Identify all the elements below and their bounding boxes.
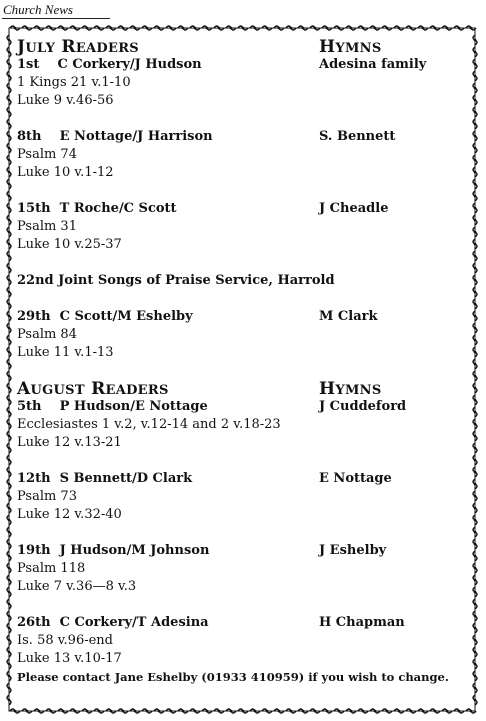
reading-entry: 29th C Scott/M Eshelby M Clark (17, 309, 378, 324)
reading-text: Luke 7 v.36—8 v.3 (17, 579, 137, 594)
reading-text: Luke 10 v.1-12 (17, 165, 114, 180)
reading-entry: 15th T Roche/C Scott J Cheadle (17, 201, 389, 216)
july-heading (17, 38, 472, 56)
page-header: Church News (3, 2, 73, 17)
hymns-name: H Chapman (319, 615, 405, 630)
reading-text: Is. 58 v.96-end (17, 633, 114, 648)
reading-text: Luke 10 v.25-37 (17, 237, 122, 252)
reading-entry: 8th E Nottage/J Harrison S. Bennett (17, 129, 396, 144)
reading-entry: 1st C Corkery/J Hudson Adesina family (17, 57, 427, 72)
reading-text: Psalm 73 (17, 489, 77, 504)
reading-text: Luke 11 v.1-13 (17, 345, 114, 360)
reading-text: 1 Kings 21 v.1-10 (17, 75, 131, 90)
reading-entry: 12th S Bennett/D Clark E Nottage (17, 471, 392, 486)
reading-entry: 5th P Hudson/E Nottage J Cuddeford (17, 399, 407, 414)
hymns-name: J Cheadle (319, 201, 389, 216)
hymns-name: S. Bennett (319, 129, 396, 144)
hymns-name: Adesina family (319, 57, 427, 72)
hymns-name: J Eshelby (319, 543, 387, 558)
reading-text: Luke 12 v.32-40 (17, 507, 122, 522)
hymns-name: J Cuddeford (319, 399, 407, 414)
hymns-name: M Clark (319, 309, 378, 324)
july-hymns-title: HYMNS (319, 37, 382, 57)
reading-text: Psalm 74 (17, 147, 77, 162)
august-readers-title: AUGUST READERS (17, 379, 169, 399)
august-heading (17, 380, 472, 398)
reading-entry: 19th J Hudson/M Johnson J Eshelby (17, 543, 387, 558)
reading-text: Luke 12 v.13-21 (17, 435, 122, 450)
reading-text: Luke 13 v.10-17 (17, 651, 122, 666)
july-readers-title: JULY READERS (17, 37, 139, 57)
readers-schedule (17, 38, 472, 686)
joint-service-note: 22nd Joint Songs of Praise Service, Harrold (17, 273, 335, 288)
reading-text: Psalm 118 (17, 561, 86, 576)
reading-text: Psalm 84 (17, 327, 77, 342)
reading-text: Luke 9 v.46-56 (17, 93, 114, 108)
reading-text: Psalm 31 (17, 219, 77, 234)
reading-text: Ecclesiastes 1 v.2, v.12-14 and 2 v.18-23 (17, 417, 281, 432)
august-hymns-title: HYMNS (319, 379, 382, 399)
header-rule (2, 18, 110, 19)
contact-note: Please contact Jane Eshelby (01933 410959) if you wish to change. (17, 670, 449, 684)
reading-entry: 26th C Corkery/T Adesina H Chapman (17, 615, 405, 630)
hymns-name: E Nottage (319, 471, 392, 486)
